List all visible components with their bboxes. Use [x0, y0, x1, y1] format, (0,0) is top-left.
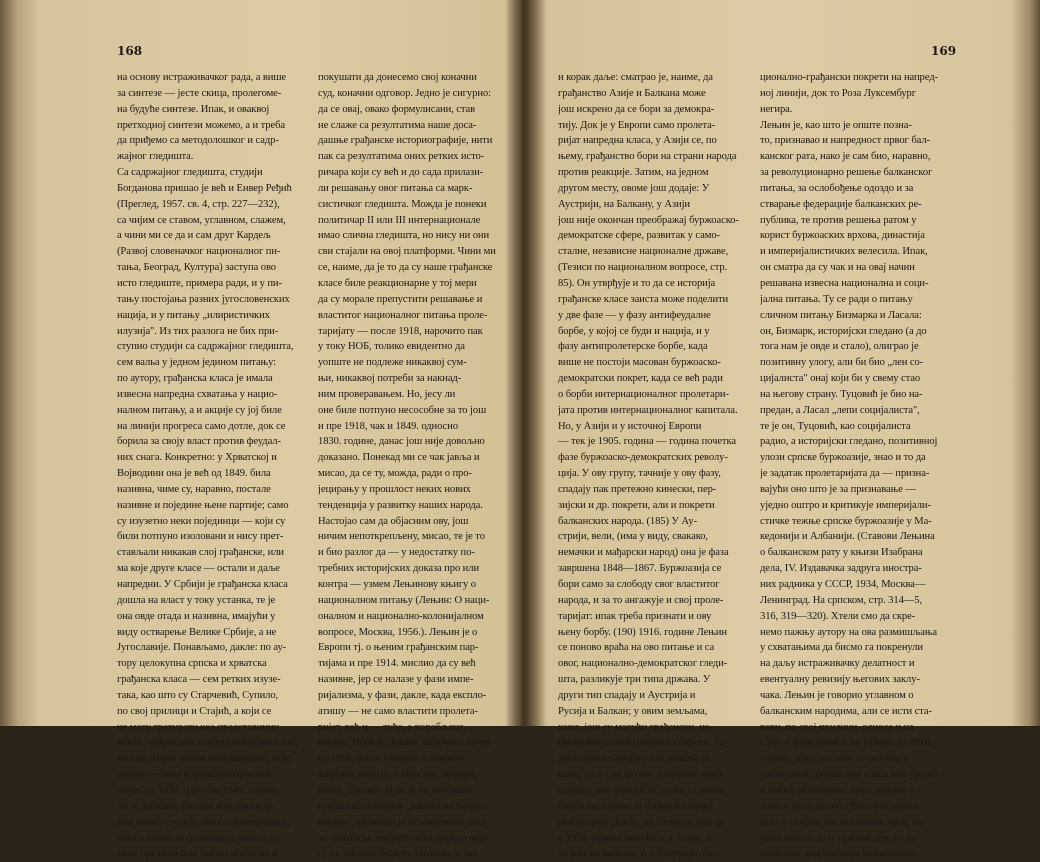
text-line: суд, коначни одговор. Једно је сигурно:: [318, 87, 491, 99]
text-line: то јест на Балкану и у Аустрији, на-: [558, 848, 717, 860]
text-line: борила за своју власт против феудал-: [117, 436, 281, 448]
text-line: 85). Он утврђује и то да се историја: [558, 277, 716, 289]
text-line: ступио студији са садржајног гледишта,: [117, 341, 294, 353]
text-line: још искрено да се бори за демокра-: [558, 103, 715, 115]
text-line: стварање федерације балканских ре-: [760, 198, 922, 210]
text-line: балканским народима, али се исти ста-: [760, 705, 932, 717]
text-line: Настојао сам да објасним ову, још: [318, 515, 469, 527]
text-line: атишу — не само властити пролета-: [318, 705, 478, 717]
text-line: на овај начин нечим необјашњени, поје-: [117, 753, 295, 765]
right-page-column-2: [760, 70, 953, 862]
text-line: револуцију. Дакле, по Лењину, још су: [558, 816, 725, 828]
text-line: фазу антипролетерске борбе, када: [558, 341, 708, 353]
text-line: по аутору, грађанска класа је имала: [117, 373, 273, 385]
text-line: у 1916. години могући и у Азији, и: [558, 832, 712, 844]
text-line: датак пролетаријата тих земаља је,: [558, 753, 712, 765]
text-line: уопште не подлеже никаквој сум-: [318, 357, 467, 369]
text-line: још много студија, много проверавања,: [117, 816, 291, 828]
text-line: предан, а Ласал „лепи социјалиста",: [760, 404, 920, 416]
text-line: негира.: [760, 103, 793, 115]
text-line: улози оних грађанских класа има уједно: [760, 769, 939, 781]
text-line: тања, Београд, Култура) заступа ово: [117, 262, 277, 274]
text-line: демократске сфере, развитак у само-: [558, 230, 720, 242]
left-page-column-1: [117, 70, 310, 862]
text-line: за грађанске покрете оних народа који: [318, 832, 488, 844]
text-line: азијских народа, о Персији, Индији,: [318, 769, 478, 781]
text-line: је задатак пролетаријата да — призна-: [760, 468, 930, 480]
text-line: то, признавао и напредност првог бал-: [760, 135, 930, 147]
text-line: ција. У ову групу, тачније у ову фазу,: [558, 468, 721, 480]
right-page-column-1: [558, 70, 751, 862]
text-line: јецирању у прошлост неких нових: [318, 483, 471, 495]
text-line: по свој прилици и Стајић, а који се: [117, 705, 272, 717]
text-line: што је открио ове негативне прте; но: [760, 816, 923, 828]
text-line: се, наиме, да је то да су наше грађанске: [318, 262, 493, 274]
text-line: дошла на власт у току устанка, те је: [117, 594, 276, 606]
page-number-right: 169: [931, 44, 957, 58]
text-line: много нових истраживања, много до-: [117, 832, 283, 844]
text-line: ној линији, док то Роза Луксембург: [760, 87, 917, 99]
text-line: се поново враћа на ово питање и са: [558, 642, 715, 654]
text-line: исто гледиште, примера ради, и у пи-: [117, 277, 282, 289]
text-line: стрији, вели, (има у виду, свакако,: [558, 531, 708, 543]
text-line: вови, по свој прилици, односе и на: [760, 721, 914, 733]
text-line: жајног гледишта.: [117, 151, 194, 163]
text-line: властитог националног питања проле-: [318, 309, 488, 321]
text-line: кедонији и Албанији. (Ставови Лењина: [760, 531, 935, 543]
text-line: други тип спадају и Аустрија и: [558, 689, 696, 701]
text-line: Аустрији, на Балкану, у Азији: [558, 198, 690, 210]
text-line: Ленинград. На српском, стр. 314—5,: [760, 594, 923, 606]
left-page: [0, 0, 520, 860]
text-line: ционално-ослободилачки покрети. За-: [558, 737, 728, 749]
text-line: таријат: ипак треба признати и ову: [558, 610, 712, 622]
text-line: цијалиста" онај који би у свему стао: [760, 373, 921, 385]
text-line: нације. Ипак је Лењин, нарочито почев: [318, 737, 492, 749]
text-line: јална питања. Ту се ради о питању: [760, 293, 913, 305]
text-line: у току НОБ, толико евидентно да: [318, 341, 465, 353]
text-line: (Тезиси по националном вопросе, стр.: [558, 262, 728, 274]
text-line: питања, за ослобођење одоздо и за: [760, 182, 914, 194]
text-line: чини нам се да је притом дошло до: [760, 832, 915, 844]
text-line: ним проверавањем. Но, јесу ли: [318, 388, 456, 400]
text-line: да се овај, овако формулисани, став: [318, 103, 476, 115]
text-line: и пре 1918, чак и 1849. односно: [318, 420, 458, 432]
text-line: на његову страну. Туцовић је био на-: [760, 388, 923, 400]
text-line: имао слична гледишта, но нису ни они: [318, 230, 490, 242]
text-line: Југославије. Понављамо, дакле: по ау-: [117, 642, 287, 654]
page-number-left: 168: [117, 44, 143, 58]
text-line: народа, и за то ангажује и свој проле-: [558, 594, 724, 606]
text-line: чака. Лењин је говорио углавном о: [760, 689, 914, 701]
text-line: систичког гледишта. Можда је понеки: [318, 198, 487, 210]
text-line: ријализма, у фази, дакле, када експло-: [318, 689, 487, 701]
text-line: другом месту, овоме још додаје: У: [558, 182, 710, 194]
text-line: дела, IV. Издавачка задруга иностра-: [760, 563, 922, 575]
text-line: таријату — после 1918, нарочито пак: [318, 325, 483, 337]
text-line: и много негативних прта. Управо у: [760, 784, 915, 796]
text-line: фазе буржоаско-демократских револу-: [558, 452, 728, 464]
text-line: 1830. године, данас још није довољно: [318, 436, 485, 448]
text-line: тенденција у развитку наших народа.: [318, 499, 483, 511]
text-line: Војводини она је већ од 1849. била: [117, 468, 271, 480]
text-line: извесна напредна схватања у нацио-: [117, 388, 278, 400]
text-line: сталне, независне националне државе,: [558, 246, 729, 258]
text-line: ријат напредна класа, у Азији се, по: [558, 135, 717, 147]
text-line: немо пажњу аутору на ова размишљања: [760, 626, 938, 638]
text-line: са чијим се ставом, углавном, слажем,: [117, 214, 286, 226]
text-line: а чини ми се да и сам друг Кардељ: [117, 230, 271, 242]
text-line: мисао, да се ту, можда, ради о про-: [318, 468, 472, 480]
text-line: у две фазе — у фазу антифеудалне: [558, 309, 711, 321]
text-line: зијски и др. покрети, али и покрети: [558, 499, 715, 511]
text-line: називне и поједине њене партије; само: [117, 499, 289, 511]
text-line: да су морале препустити решавање и: [318, 293, 483, 305]
text-line: тању постојања разних југословенских: [117, 293, 290, 305]
text-line: сем вальа у једном јединoм питању:: [117, 357, 277, 369]
text-line: су се тек ослобађали. Отишао је чак: [318, 848, 478, 860]
text-line: — тек је 1905. година — година почетка: [558, 436, 736, 448]
text-line: позитивну улогу, али би био „лен со-: [760, 357, 924, 369]
text-line: радио, а историјски гледано, позитивној: [760, 436, 938, 448]
text-line: почев од 1830. односно 1849. године.: [117, 784, 281, 796]
text-line: њему, грађанство бори на страни народа: [558, 151, 737, 163]
text-line: демократски покрет, када се већ ради: [558, 373, 723, 385]
text-line: против реакције. Затим, на једном: [558, 167, 709, 179]
text-line: них снага. Конкретно: у Хрватској и: [117, 452, 277, 464]
text-line: (Преглед, 1957. св. 4, стр. 227—232),: [117, 198, 280, 210]
text-line: били потпуно изоловани и нису прет-: [117, 531, 284, 543]
right-page: [525, 0, 1040, 860]
text-line: Кини, Турској. И ок је он осуђивао: [318, 784, 472, 796]
text-line: грађанске класе заиста може поделити: [558, 293, 729, 305]
text-line: То је, свакако, питање које изискује: [117, 800, 274, 812]
text-line: канског рата, нако је сам био, нарaвно,: [760, 151, 931, 163]
text-line: су изузетно неки појединци — који су: [117, 515, 286, 527]
text-line: и корак даље: сматрао је, наиме, да: [558, 72, 713, 83]
text-line: ционално-грађански покрети на напред-: [760, 72, 938, 83]
text-line: Европи тј. о њеним грађанским пар-: [318, 642, 479, 654]
text-line: грађанска класа — сем ретких изузе-: [117, 674, 281, 686]
text-line: доказано. Понекад ми се чак јавља и: [318, 452, 480, 464]
text-line: сличном питању Бизмарка и Ласала:: [760, 309, 922, 321]
text-line: дашње грађанске историографије, нити: [318, 135, 493, 147]
text-line: од 1908, често говорио о покрету: [318, 753, 465, 765]
text-line: илузија". Из тих разлога не бих при-: [117, 325, 279, 337]
text-line: решавана извесна национална и соци-: [760, 277, 929, 289]
text-line: Са садржајног гледишта, студији: [117, 167, 263, 179]
text-line: да приђемо са методолошког и садр-: [117, 135, 279, 147]
text-line: Богданова пришао је већ и Енвер Ређић: [117, 182, 292, 194]
text-line: нација, и у питању „илиристичких: [117, 309, 270, 321]
text-line: не слаже са резултатима наше дoса-: [318, 119, 477, 131]
text-line: оналном и национално-колонијалном: [318, 610, 484, 622]
text-line: 316, 319—320). Хтели смо да скре-: [760, 610, 916, 622]
text-line: виду остварење Велике Србије, а не: [117, 626, 277, 638]
text-line: класе биле реакционарне у тој мери: [318, 277, 477, 289]
text-line: јата против интернационалног капитала.: [558, 404, 738, 416]
text-line: налном питању, а и акције су јој биле: [117, 404, 282, 416]
text-line: тога нам је овде и стало), олигрaо је: [760, 341, 919, 353]
text-line: борбе, у којој се буди и нација, и у: [558, 325, 710, 337]
text-line: спадају пак претежно кинески, пер-: [558, 483, 717, 495]
text-line: политичар II или III интернационале: [318, 214, 481, 226]
text-line: националном питању (Лењин: О наци-: [318, 594, 490, 606]
text-line: сви стајали на овој платформи. Чини ми: [318, 246, 496, 258]
text-line: вајући оно што је за признавање —: [760, 483, 916, 495]
text-line: каза, пре него што бисмо могли на и: [117, 848, 278, 860]
text-line: извесних, код пионира неминовних,: [760, 848, 920, 860]
text-line: шта, разликује три типа држава. У: [558, 674, 711, 686]
text-line: о борби интернационалног пролетари-: [558, 388, 729, 400]
text-line: неких грађанских слојева,већ једино као,: [117, 737, 298, 749]
text-line: називне, јер се налазе у фази импе-: [318, 674, 474, 686]
text-line: контра — узмем Лењинову књигу о: [318, 579, 476, 590]
text-line: она овде отада и називна, имајући у: [117, 610, 276, 622]
text-line: стављали никакав слој грађанске, или: [117, 547, 284, 559]
text-line: називна, чиме су, нарaвно, постале: [117, 483, 271, 495]
text-line: них радника у СССР, 1934, Москва—: [760, 579, 926, 590]
text-line: те је он, Туцовић, као социјалиста: [760, 420, 911, 432]
text-line: Русија и Балкан; у овим земљама,: [558, 705, 708, 717]
text-line: Но, у Азији и у источној Европи: [558, 420, 702, 432]
text-line: у схватањима да бисмо га покренули: [760, 642, 923, 654]
text-line: напредни. У Србији је грађанска класа: [117, 579, 288, 590]
text-line: за синтезе — јесте скица, пролегоме-: [117, 87, 282, 99]
text-line: балканских народа. (185) У Ау-: [558, 515, 698, 527]
text-line: ли решавању овог питања са марк-: [318, 182, 473, 194]
text-line: пак са резултатима оних ретких исто-: [318, 151, 485, 163]
text-line: на линији прогреса само дотле, док се: [117, 420, 286, 432]
text-line: каже, још су могући грађански, на-: [558, 721, 713, 733]
text-line: овог, национално-демократског гледи-: [558, 658, 728, 670]
text-line: стичке тежње српске буржоазије у Ма-: [760, 515, 932, 527]
text-line: Лењин је, као што је опште позна-: [760, 119, 912, 131]
text-line: (Развој словеначког националног пи-: [117, 246, 281, 258]
text-line: за револуционарно решење балканског: [760, 167, 933, 179]
text-line: вопросе, Москва, 1956.). Лењин је о: [318, 626, 478, 638]
text-line: њену борбу. (190) 1916. године Лењин: [558, 626, 727, 638]
text-line: каже, да и сам да свој допринос довр-: [558, 769, 725, 781]
text-line: требних историјских доказа про или: [318, 563, 480, 575]
text-line: евентуалну ревизију његових заклу-: [760, 674, 920, 686]
text-line: борба наставила за социјалистичку: [558, 800, 714, 812]
text-line: публика, те против решења ратом у: [760, 214, 917, 226]
text-line: корист буржоаских врхова, династија: [760, 230, 925, 242]
text-line: динци — била је реакционарна већ: [117, 769, 272, 781]
text-line: Србе у Војводини и на Хрвате до 1918.: [760, 737, 933, 749]
text-line: оне биле потпуно несособне за то још: [318, 404, 487, 416]
text-line: он сматра да су чак и на овај начин: [760, 262, 915, 274]
left-page-column-2: [318, 70, 511, 862]
text-line: покушати да донесемо свој коначни: [318, 72, 477, 83]
text-line: још није окончан преображај буржоаско-: [558, 214, 739, 226]
text-line: не могу третирати као представници: [117, 721, 280, 733]
text-line: така, као што су Старчевић, Супило,: [117, 689, 279, 701]
text-line: шавању ове фазе НОБ, да би се затим: [558, 784, 725, 796]
text-line: ричара који су већ и до сада прилази-: [318, 167, 484, 179]
text-line: њи, никаквој потреби за накнад-: [318, 373, 462, 385]
text-line: и империјалистичких велесила. Ипак,: [760, 246, 928, 258]
text-line: тију. Док је у Европи само пролета-: [558, 119, 716, 131]
text-line: тијама и пре 1914. мислио да су већ: [318, 658, 476, 670]
text-line: нација", заузимао је истовремено став: [318, 816, 486, 828]
text-line: на основу истраживачког рада, а више: [117, 72, 286, 83]
text-line: бори само за слободу свог властитог: [558, 579, 720, 590]
text-line: претходној синтези можемо, а и треба: [117, 119, 285, 131]
text-line: грађанске либерале „капиталистичких: [318, 800, 488, 812]
text-line: више не постоји масован буржоаско-: [558, 357, 721, 369]
text-line: године, нако, по себи се разуме, у: [760, 753, 909, 765]
text-line: ријат, већ и — туђе, а поробљене,: [318, 721, 466, 733]
text-line: тору целокупна српска и хрватска: [117, 658, 267, 670]
text-line: томе и јесте заслуга Васе Богданова: [760, 800, 919, 812]
text-line: он, Бизмарк, историјски гледано (а до: [760, 325, 927, 337]
text-line: завршена 1848—1867. Буржоазија се: [558, 563, 722, 575]
text-line: уједно оштро и критикује империјали-: [760, 499, 931, 511]
text-line: ма које друге класе — остали и даље: [117, 563, 280, 575]
text-line: на будуће синтезе. Ипак, и оваквој: [117, 103, 270, 115]
text-line: улози српске буржоазије, знао и то да: [760, 452, 926, 464]
text-line: и био разлог да — у недостатку по-: [318, 547, 475, 559]
text-line: немачки и мађарски народ) она је фаза: [558, 547, 729, 559]
text-line: на даљу истраживачку делатност и: [760, 658, 915, 670]
text-line: о балканском рату у књизи Изабрана: [760, 547, 923, 559]
text-line: грађанство Азије и Балкана може: [558, 87, 706, 99]
text-line: ничим непоткрепљену, мисао, те је то: [318, 531, 485, 543]
